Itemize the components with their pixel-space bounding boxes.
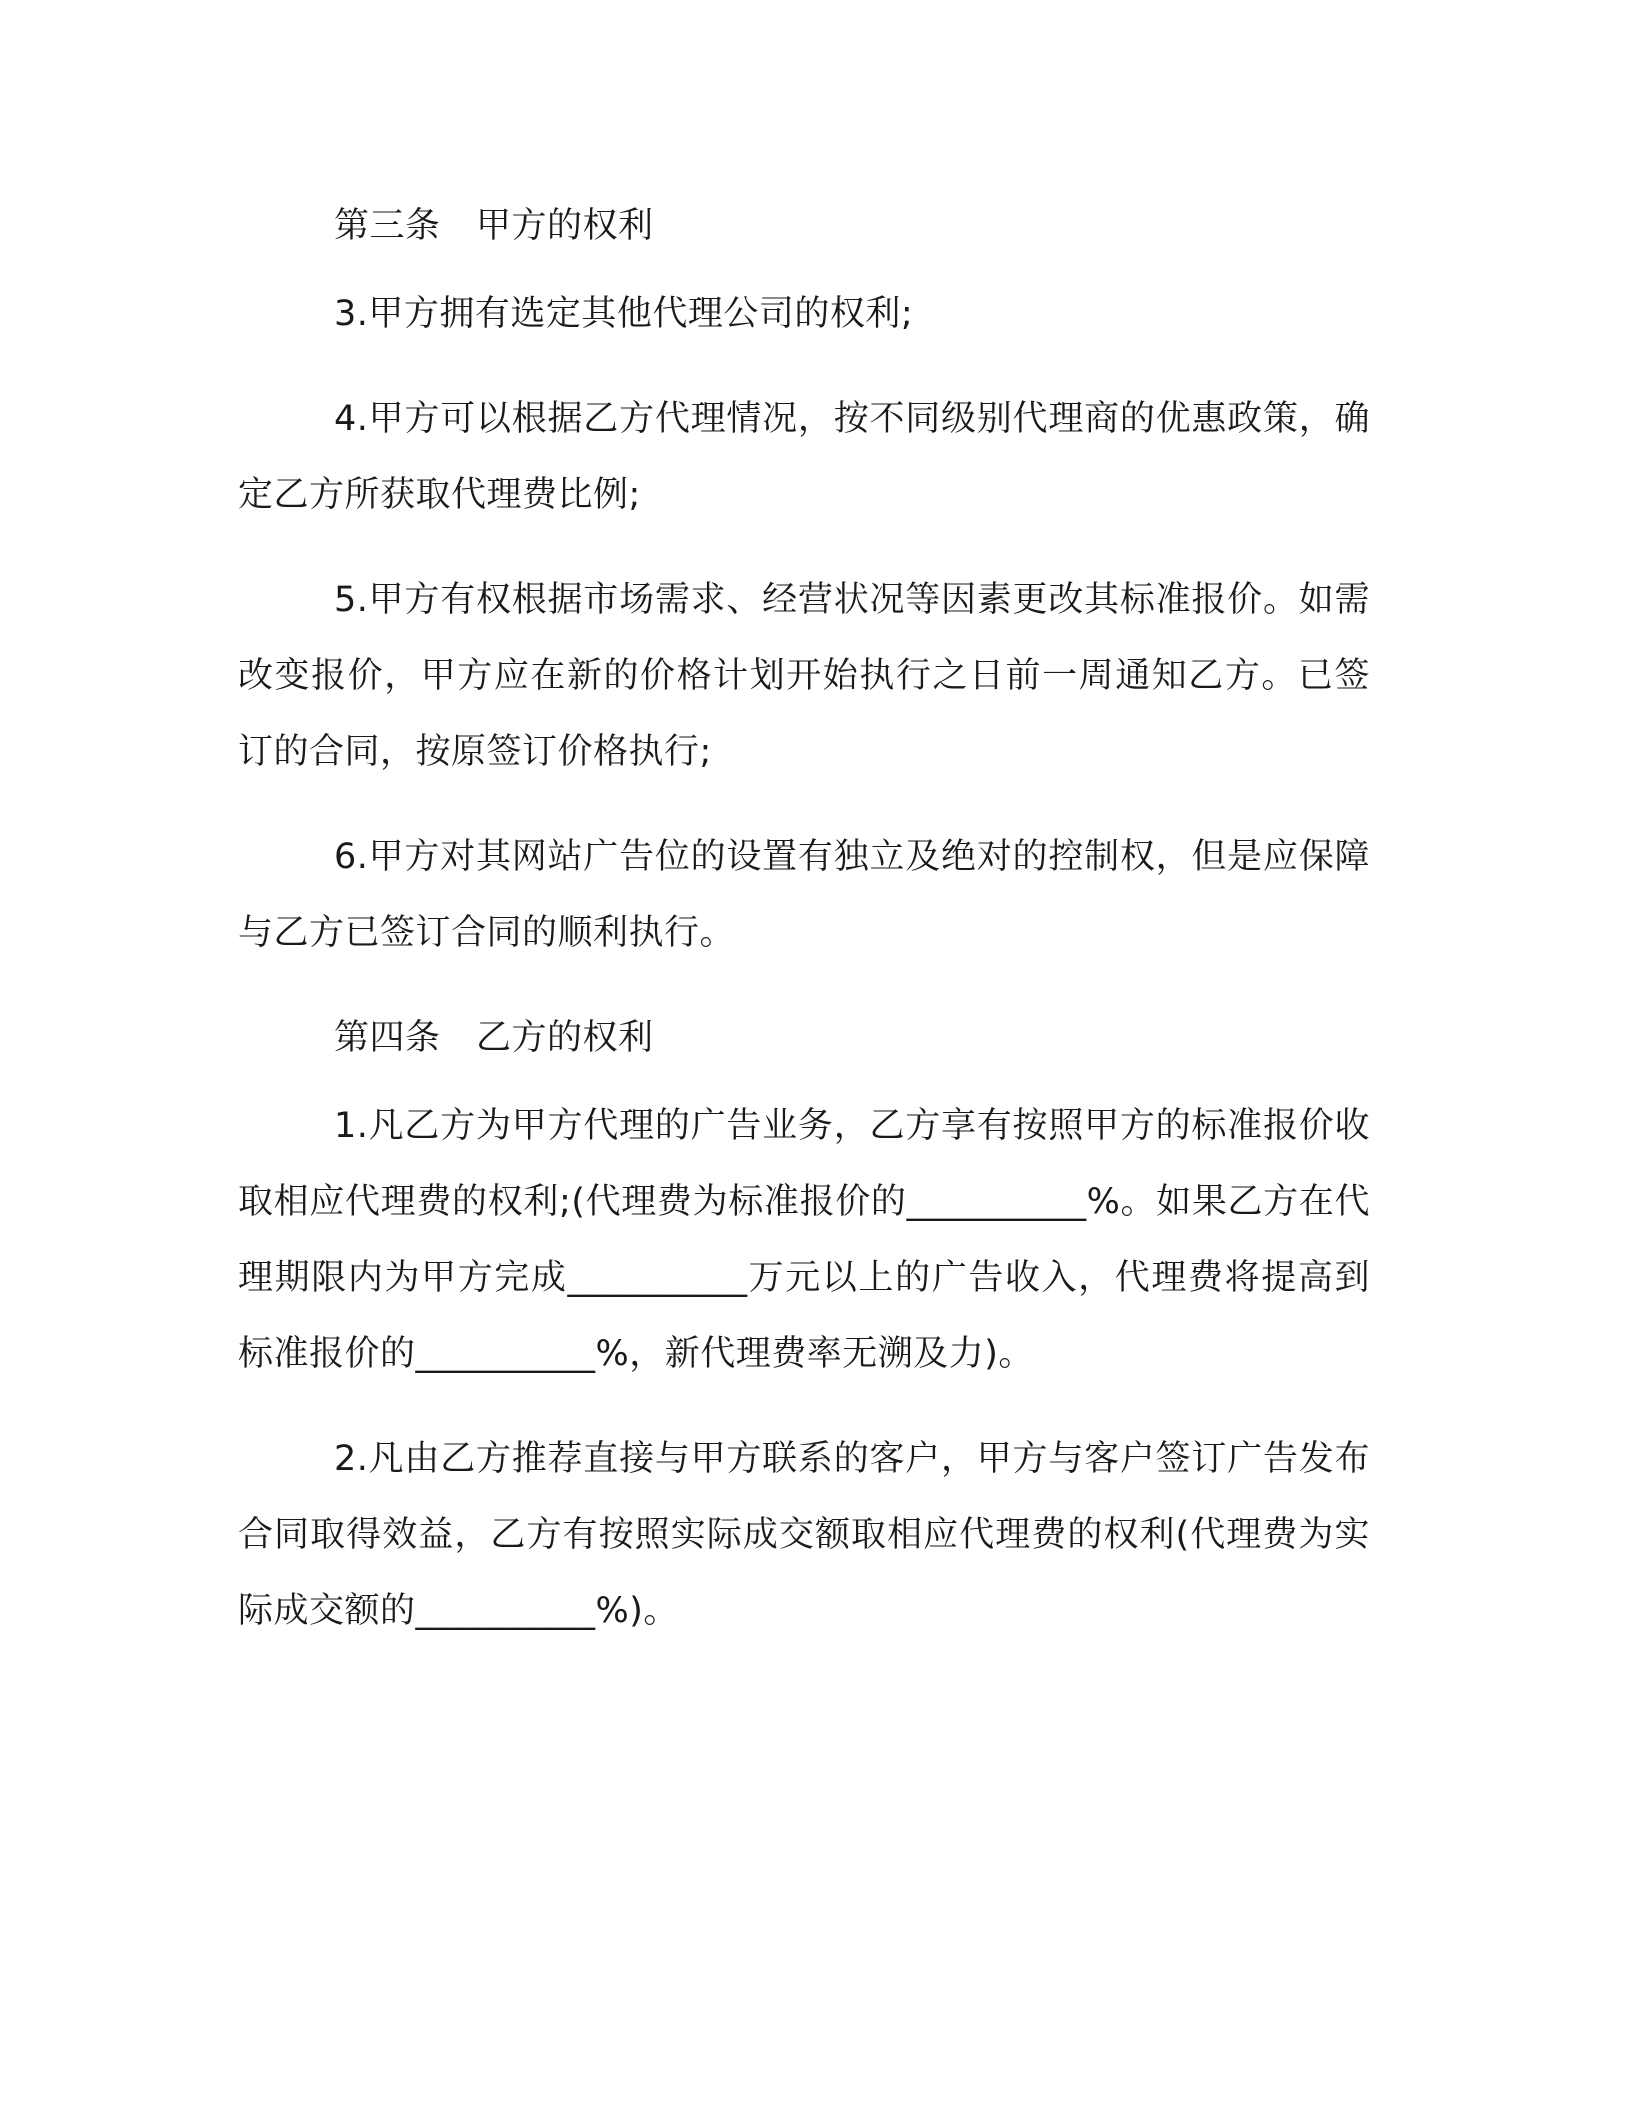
article-4-clause-1: 1.凡乙方为甲方代理的广告业务，乙方享有按照甲方的标准报价收取相应代理费的权利;(代理费为标准报价的__________%。如果乙方在代理期限内为甲方完成__________万元以上的广告收入，代理费将提高到标准报价的__________%，新代理费率无溯及力)。 (238, 1106, 1370, 1374)
article-4-heading: 第四条 乙方的权利 (334, 1018, 654, 1058)
article-3-heading: 第三条 甲方的权利 (334, 206, 654, 246)
article-3-clause-6: 6.甲方对其网站广告位的设置有独立及绝对的控制权，但是应保障与乙方已签订合同的顺利执行。 (238, 837, 1370, 953)
article-4-clause-2: 2.凡由乙方推荐直接与甲方联系的客户，甲方与客户签订广告发布合同取得效益，乙方有按照实际成交额取相应代理费的权利(代理费为实际成交额的__________%)。 (238, 1439, 1370, 1631)
article-3-clause-3: 3.甲方拥有选定其他代理公司的权利; (334, 294, 914, 334)
document-body (238, 188, 1370, 1678)
article-3-clause-4: 4.甲方可以根据乙方代理情况，按不同级别代理商的优惠政策，确定乙方所获取代理费比例; (238, 399, 1370, 515)
article-3-clause-5: 5.甲方有权根据市场需求、经营状况等因素更改其标准报价。如需改变报价，甲方应在新的价格计划开始执行之日前一周通知乙方。已签订的合同，按原签订价格执行; (238, 580, 1370, 772)
